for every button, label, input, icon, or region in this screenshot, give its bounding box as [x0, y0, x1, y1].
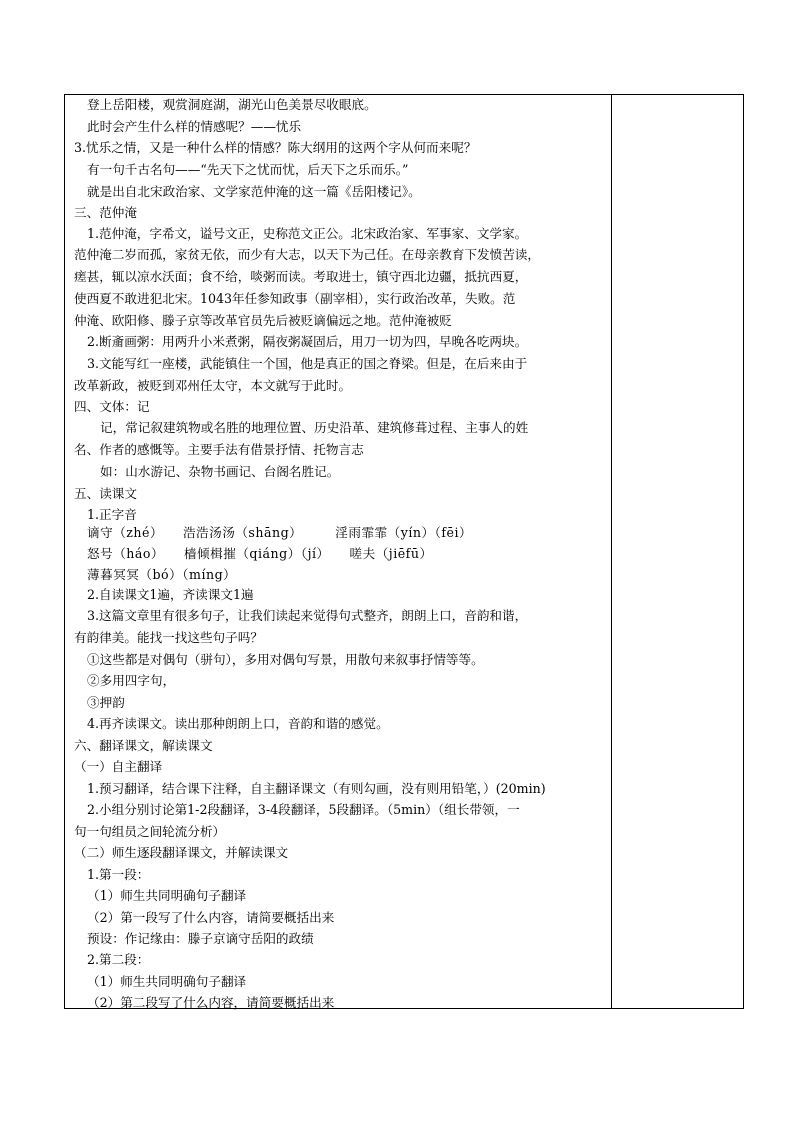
text-line: 使西夏不敢进犯北宋。1043年任参知政事（副宰相），实行政治改革，失败。范: [74, 291, 516, 306]
text-line: （2）第一段写了什么内容，请简要概括出来: [87, 910, 335, 925]
text-line: ①这些都是对偶句（骈句），多用对偶句写景，用散句来叙事抒情等等。: [87, 652, 484, 667]
text-line: 有韵律美。能找一找这些句子吗？: [74, 630, 263, 645]
pinyin-line: 薄暮冥冥（bó）（míng）: [87, 567, 237, 582]
text-line: 1.第一段：: [87, 867, 150, 882]
text-line: 4.再齐读课文。读出那种朗朗上口，音韵和谐的感觉。: [87, 716, 389, 731]
section-heading: 五、读课文: [74, 486, 137, 501]
text-line: 仲淹、欧阳修、滕子京等改革官员先后被贬谪偏远之地。范仲淹被贬: [74, 313, 452, 328]
text-line: 3.文能写红一座楼，武能镇住一个国，他是真正的国之脊梁。但是，在后来由于: [87, 356, 528, 371]
section-heading: 六、翻译课文，解读课文: [74, 738, 213, 753]
text-line: ②多用四字句，: [87, 673, 176, 688]
pinyin-line: 谪守（zhé） 浩浩汤汤（shāng） 淫雨霏霏（yín）（fēi）: [87, 525, 473, 540]
text-line: 改革新政，被贬到邓州任太守，本文就写于此时。: [74, 378, 352, 393]
text-line: 2.断齑画粥：用两升小米煮粥，隔夜粥凝固后，用刀一切为四，早晚各吃两块。: [87, 334, 528, 349]
text-line: 句一句组员之间轮流分析）: [74, 824, 226, 839]
lesson-plan-table: [64, 94, 744, 1009]
text-line: 1.预习翻译，结合课下注释，自主翻译课文（有则勾画，没有则用铅笔，）(20min): [87, 781, 546, 796]
subsection-heading: （一）自主翻译: [74, 759, 163, 774]
text-line: 登上岳阳楼，观赏洞庭湖，湖光山色美景尽收眼底。: [87, 97, 377, 112]
text-line: 就是出自北宋政治家、文学家范仲淹的这一篇《岳阳楼记》。: [87, 184, 421, 199]
pinyin-line: 怒号（háo） 樯倾楫摧（qiáng）（jí） 嗟夫（jiēfū）: [87, 546, 433, 561]
text-line: 1.范仲淹，字希文，谥号文正，史称范文正公。北宋政治家、军事家、文学家。: [87, 226, 528, 241]
text-line: 预设：作记缘由：滕子京谪守岳阳的政绩: [87, 931, 314, 946]
text-line: 2.第二段：: [87, 952, 150, 967]
section-heading: 三、范仲淹: [74, 205, 137, 220]
section-heading: 四、文体：记: [74, 399, 150, 414]
text-line: 如：山水游记、杂物书画记、台阁名胜记。: [100, 464, 340, 479]
text-line: 3.这篇文章里有很多句子，让我们读起来觉得句式整齐，朗朗上口，音韵和谐，: [87, 608, 528, 623]
text-line: 范仲淹二岁而孤，家贫无依，而少有大志，以天下为己任。在母亲教育下发愤苦读，: [74, 247, 540, 262]
notes-cell: [612, 95, 743, 1008]
text-line: （1）师生共同明确句子翻译: [87, 888, 247, 903]
text-line: （2）第二段写了什么内容，请简要概括出来: [87, 995, 335, 1010]
text-line: 瘥甚，辄以凉水沃面；食不给，啖粥而读。考取进士，镇守西北边疆，抵抗西夏，: [74, 269, 528, 284]
text-line: 有一句千古名句——“先天下之忧而忧，后天下之乐而乐。”: [87, 162, 409, 177]
text-line: 1.正字音: [87, 507, 137, 522]
text-line: 3.忧乐之情，又是一种什么样的情感？陈大纲用的这两个字从何而来呢？: [74, 140, 477, 155]
text-line: 记，常记叙建筑物或名胜的地理位置、历史沿革、建筑修葺过程、主事人的姓: [100, 420, 529, 435]
text-line: ③押韵: [87, 695, 125, 710]
text-line: 此时会产生什么样的情感呢？——忧乐: [87, 119, 302, 134]
text-line: 2.小组分别讨论第1-2段翻译，3-4段翻译，5段翻译。（5min）（组长带领，一: [87, 802, 520, 817]
text-line: （1）师生共同明确句子翻译: [87, 974, 247, 989]
text-line: 2.自读课文1遍，齐读课文1遍: [87, 587, 254, 602]
subsection-heading: （二）师生逐段翻译课文，并解读课文: [74, 845, 289, 860]
text-line: 名、作者的感慨等。主要手法有借景抒情、托物言志: [74, 442, 364, 457]
